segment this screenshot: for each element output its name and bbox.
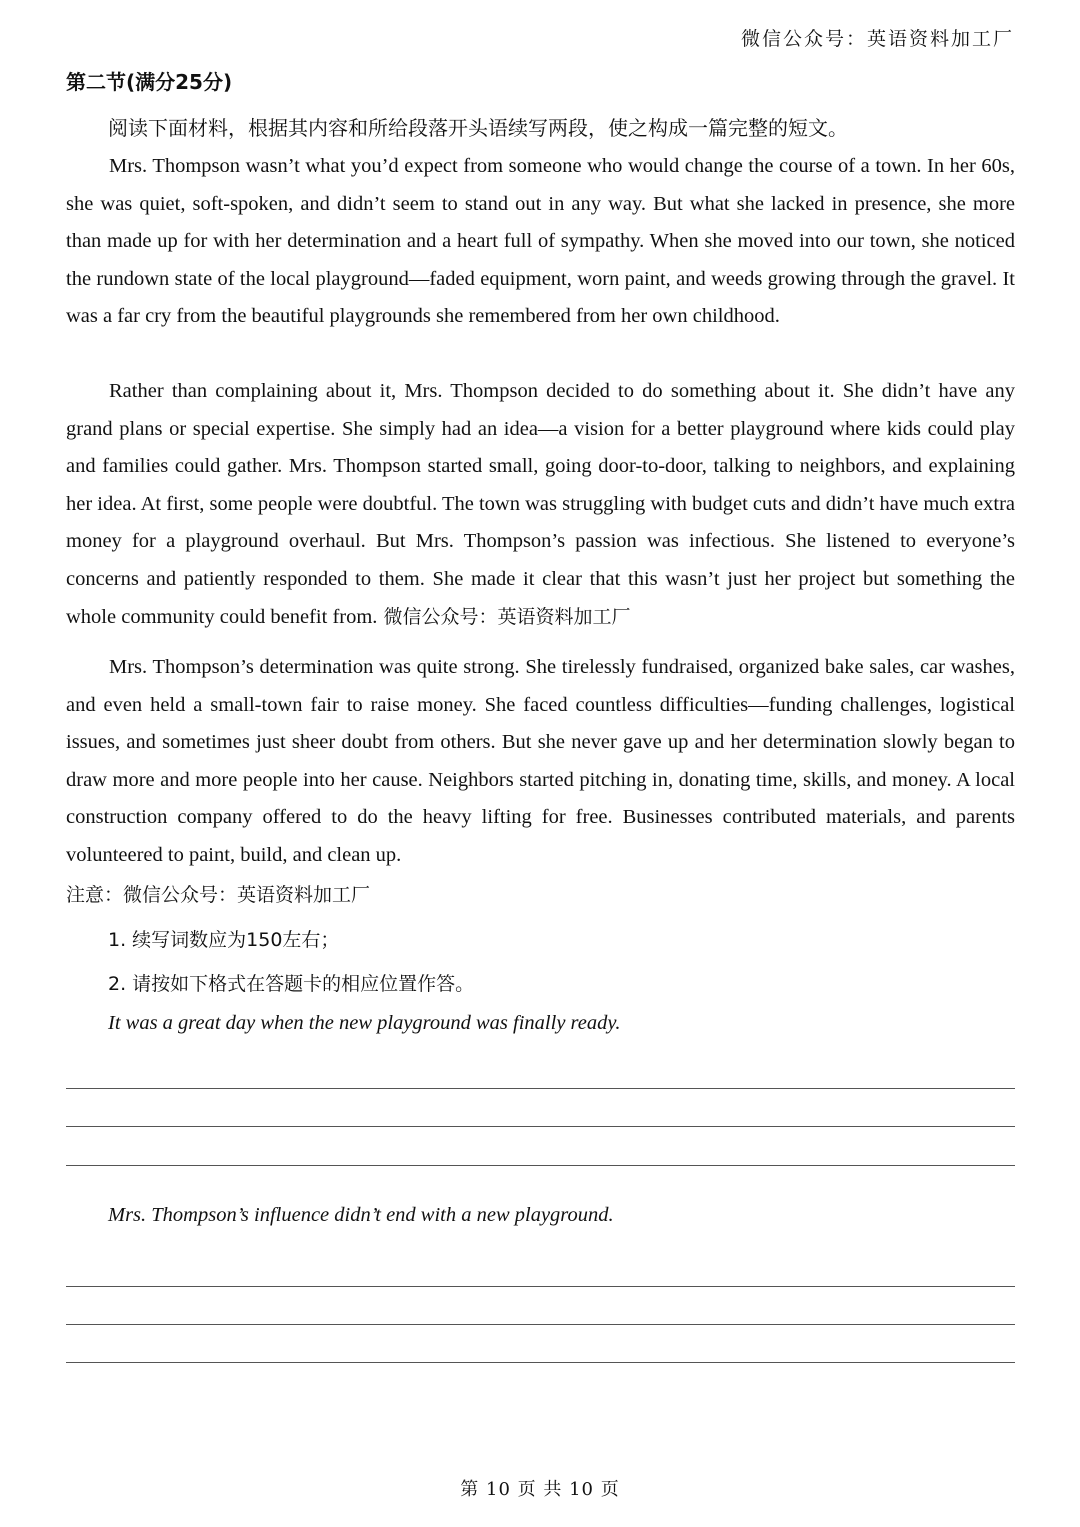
header-watermark-note: 微信公众号：英语资料加工厂 xyxy=(740,28,1014,50)
answer-line xyxy=(66,1088,1015,1089)
section-title: 第二节(满分25分) xyxy=(66,70,233,94)
passage-paragraph-2-text: Rather than complaining about it, Mrs. Thompson decided to do something about it. She didn’t have any grand plans or special expertise. She simply had an idea—a vision for a better playground where kids could play and families could gather. Mrs. Thompson started small, going door-to-door, talking to neighbors, and explaining her idea. At first, some people were doubtful. The town was struggling with budget cuts and didn’t have much extra money for a playground overhaul. But Mrs. Thompson’s passion was infectious. She listened to everyone’s concerns and patiently responded to them. She made it clear that this wasn’t just her project but something the whole community could benefit from. xyxy=(66,380,1015,628)
answer-line xyxy=(66,1165,1015,1166)
notes-label: 注意：微信公众号：英语资料加工厂 xyxy=(66,884,371,906)
answer-line xyxy=(66,1126,1015,1127)
passage-paragraph-3-text: Mrs. Thompson’s determination was quite strong. She tirelessly fundraised, organized bake sales, car washes, and even held a small-town fair to raise money. She faced countless difficulties—funding challenges, logistical issues, and sometimes just sheer doubt from others. But she never gave up and her determination slowly began to draw more and more people into her cause. Neighbors started pitching in, donating time, skills, and money. A local construction company offered to do the heavy lifting for free. Businesses contributed materials, and parents volunteered to paint, build, and clean up. xyxy=(66,656,1015,866)
answer-line xyxy=(66,1286,1015,1287)
note-item-format: 2. 请按如下格式在答题卡的相应位置作答。 xyxy=(108,973,475,995)
page-number-footer: 第 10 页 共 10 页 xyxy=(460,1479,620,1500)
note-item-word-count: 1. 续写词数应为150左右； xyxy=(108,929,340,951)
task-instruction: 阅读下面材料，根据其内容和所给段落开头语续写两段，使之构成一篇完整的短文。 xyxy=(108,116,848,140)
passage-paragraph-2 xyxy=(66,373,1015,636)
passage-paragraph-3 xyxy=(66,649,1015,875)
inline-watermark-note: 微信公众号：英语资料加工厂 xyxy=(377,605,631,628)
answer-line xyxy=(66,1362,1015,1363)
passage-paragraph-1-text: Mrs. Thompson wasn’t what you’d expect from someone who would change the course of a town. In her 60s, she was quiet, soft-spoken, and didn’t seem to stand out in any way. But what she lacked in presence, she more than made up for with her determination and a heart full of sympathy. When she moved into our town, she noticed the rundown state of the local playground—faded equipment, worn paint, and weeds growing through the gravel. It was a far cry from the beautiful playgrounds she remembered from her own childhood. xyxy=(66,155,1015,328)
paragraph-opening-2: Mrs. Thompson’s influence didn’t end with a new playground. xyxy=(108,1204,614,1226)
paragraph-opening-1: It was a great day when the new playground was finally ready. xyxy=(108,1012,621,1034)
answer-line xyxy=(66,1324,1015,1325)
passage-paragraph-1 xyxy=(66,148,1015,336)
